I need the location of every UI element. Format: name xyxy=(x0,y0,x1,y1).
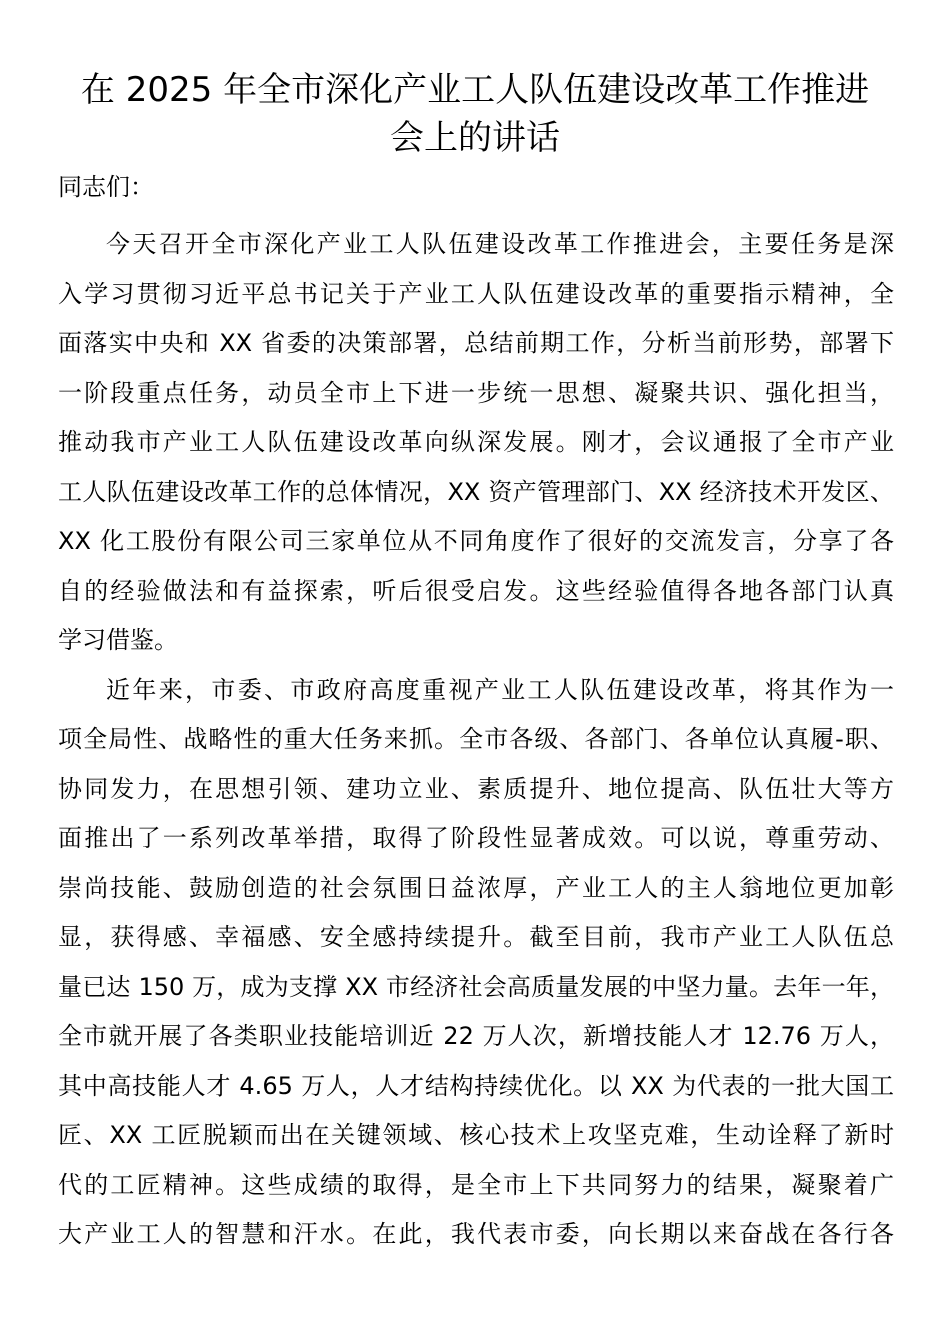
body-line: 匠、XX 工匠脱颖而出在关键领域、核心技术上攻坚克难，生动诠释了新时 xyxy=(58,1121,894,1149)
body-line: 全市就开展了各类职业技能培训近 22 万人次，新增技能人才 12.76 万人， xyxy=(58,1022,894,1050)
body-line: 面推出了一系列改革举措，取得了阶段性显著成效。可以说，尊重劳动、 xyxy=(58,824,894,852)
body-line: 量已达 150 万，成为支撑 XX 市经济社会高质量发展的中坚力量。去年一年， xyxy=(58,972,894,1001)
body-line: 近年来，市委、市政府高度重视产业工人队伍建设改革，将其作为一 xyxy=(106,675,894,704)
title-line-2: 会上的讲话 xyxy=(390,118,560,158)
body-line: 学习借鉴。 xyxy=(58,626,178,654)
document-title xyxy=(40,66,910,162)
document-body xyxy=(58,220,894,1260)
body-line: 其中高技能人才 4.65 万人，人才结构持续优化。以 XX 为代表的一批大国工 xyxy=(58,1071,894,1100)
body-line: XX 化工股份有限公司三家单位从不同角度作了很好的交流发言，分享了各 xyxy=(58,527,894,555)
body-line: 今天召开全市深化产业工人队伍建设改革工作推进会，主要任务是深 xyxy=(106,230,894,258)
body-line: 大产业工人的智慧和汗水。在此，我代表市委，向长期以来奋战在各行各 xyxy=(58,1220,894,1248)
body-line: 显，获得感、幸福感、安全感持续提升。截至目前，我市产业工人队伍总 xyxy=(58,923,894,951)
greeting: 同志们： xyxy=(58,173,154,201)
body-line: 工人队伍建设改革工作的总体情况，XX 资产管理部门、XX 经济技术开发区、 xyxy=(58,477,894,506)
body-line: 项全局性、战略性的重大任务来抓。全市各级、各部门、各单位认真履-职、 xyxy=(58,725,894,753)
body-line: 代的工匠精神。这些成绩的取得，是全市上下共同努力的结果，凝聚着广 xyxy=(58,1170,894,1199)
body-line: 自的经验做法和有益探索，听后很受启发。这些经验值得各地各部门认真 xyxy=(58,576,894,605)
body-line: 协同发力，在思想引领、建功立业、素质提升、地位提高、队伍壮大等方 xyxy=(58,774,894,803)
body-line: 推动我市产业工人队伍建设改革向纵深发展。刚才，会议通报了全市产业 xyxy=(58,428,894,456)
body-line: 入学习贯彻习近平总书记关于产业工人队伍建设改革的重要指示精神，全 xyxy=(58,279,894,308)
body-line: 一阶段重点任务，动员全市上下进一步统一思想、凝聚共识、强化担当， xyxy=(58,378,894,407)
body-line: 面落实中央和 XX 省委的决策部署，总结前期工作，分析当前形势，部署下 xyxy=(58,329,894,357)
body-line: 崇尚技能、鼓励创造的社会氛围日益浓厚，产业工人的主人翁地位更加彰 xyxy=(58,873,894,902)
title-line-1: 在 2025 年全市深化产业工人队伍建设改革工作推进 xyxy=(80,70,870,110)
